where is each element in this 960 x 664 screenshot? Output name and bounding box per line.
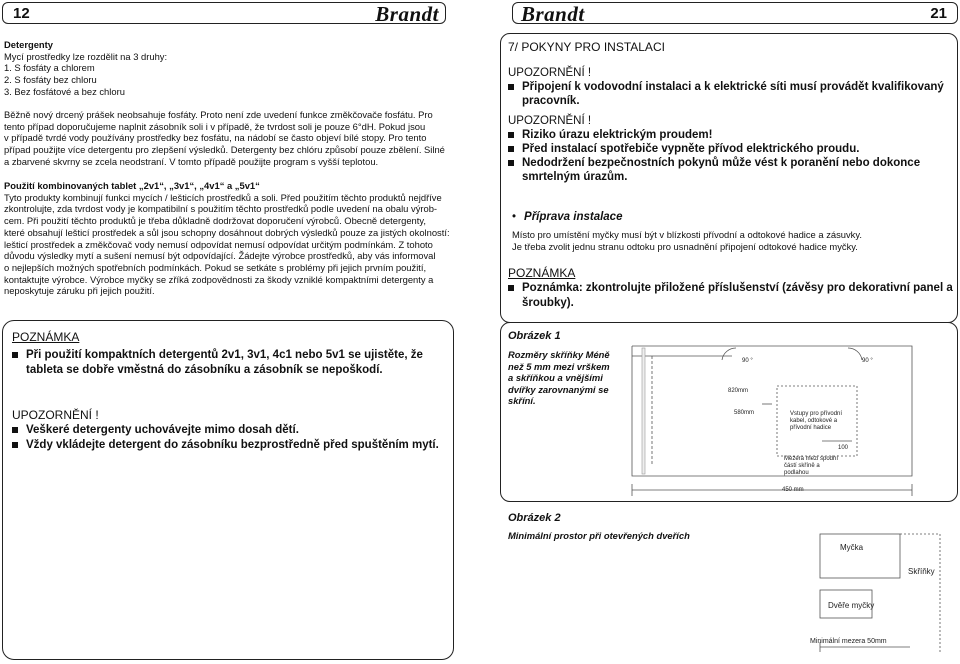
- type-item: 2. S fosfáty bez chloru: [4, 74, 97, 86]
- warning-title: UPOZORNĚNÍ !: [12, 408, 99, 422]
- angle-label: 90 °: [862, 358, 873, 364]
- warning-text: Připojení k vodovodní instalaci a k elektrické síti musí provádět kvalifikovaný pracovník.: [522, 81, 944, 107]
- text-line: v případě tvrdé vody používány prostředky bez fosfátu, na nádobí se často objeví bílé stopy. Pro tento: [4, 132, 427, 144]
- door-label: Dvěře myčky: [828, 601, 875, 610]
- warning-title: UPOZORNĚNÍ !: [508, 67, 592, 79]
- text-line: tento případ doporučujeme naplnit zásobník soli i v případě, že tvrdost soli je pouze 6°dH. Pokud jsou: [4, 120, 426, 132]
- text-line: a zbarvené skvrny se zcela neodstraní. V tomto případě použijte program s vyšší teplotou.: [4, 155, 379, 167]
- text-line: kontaktujte výrobce. Výrobce myčky se zříká zodpovědnosti za škody vzniklé kompaktními detergenty a: [4, 273, 434, 285]
- type-item: 1. S fosfáty a chlorem: [4, 62, 95, 74]
- width-dimension: 450 mm: [782, 487, 804, 493]
- note-item: [12, 348, 442, 378]
- warning-text: Riziko úrazu elektrickým proudem!: [522, 129, 713, 141]
- prep-title-row: [512, 210, 952, 225]
- square-bullet-icon: [508, 160, 514, 166]
- floor-gap-label: Mezera mezi spodní částí skříně a podlahou: [784, 456, 839, 476]
- combi-title: Použití kombinovaných tablet „2v1“, „3v1“, „4v1“ a „5v1“: [4, 180, 260, 191]
- paragraph-phosphates: [4, 109, 450, 168]
- left-page-header: [2, 2, 446, 24]
- inlet-label: Vstupy pro přívodní kabel, odtokové a přívodní hadice: [790, 411, 843, 431]
- warning-text: Veškeré detergenty uchovávejte mimo dosah dětí.: [26, 424, 299, 436]
- page-number: 21: [930, 5, 947, 22]
- square-bullet-icon: [12, 442, 18, 448]
- warning-item: [508, 142, 954, 156]
- height-dimension: 820mm: [728, 388, 749, 394]
- square-bullet-icon: [508, 146, 514, 152]
- note-box: [12, 330, 442, 378]
- square-bullet-icon: [508, 84, 514, 90]
- text-line: které obsahují lešticí prostředek a sůl jsou schopny dosáhnout dobrých výsledků pouze za jistých okolností:: [4, 226, 450, 238]
- bullet-dot-icon: •: [512, 211, 517, 223]
- note-item: [508, 281, 954, 311]
- angle-label: 90 °: [742, 358, 753, 364]
- depth-dimension: 580mm: [734, 410, 755, 416]
- figure2-label: Obrázek 2: [508, 512, 561, 524]
- brand-logo: Brandt: [375, 2, 439, 26]
- figure1-label: Obrázek 1: [508, 330, 561, 342]
- install-section: [508, 40, 954, 184]
- paragraph-combi: [4, 180, 450, 297]
- dishwasher-label: Myčka: [840, 543, 864, 552]
- warning-text: Před instalací spotřebiče vypněte přívod elektrického proudu.: [522, 143, 860, 155]
- prep-text-line: Je třeba zvolit jednu stranu odtoku pro usnadnění připojení odtokové hadice myčky.: [512, 240, 858, 252]
- text-line: Běžně nový drcený prášek neobsahuje fosfáty. Proto není zde uvedení funkce změkčovače fosfátu. Pro: [4, 109, 433, 120]
- note-title: POZNÁMKA: [12, 330, 80, 344]
- detergents-title: Detergenty: [4, 39, 53, 50]
- min-gap-label: Minimální mezera 50mm: [810, 638, 887, 645]
- note-text: Poznámka: zkontrolujte přiložené příslušenství (závěsy pro dekorativní panel a šroubky).: [522, 282, 953, 309]
- detergents-section: [4, 39, 444, 98]
- right-note: [508, 266, 954, 311]
- prep-text-line: Místo pro umístění myčky musí být v blízkosti přívodní a odtokové hadice a zásuvky.: [512, 229, 862, 240]
- text-line: případ použijte více detergentu pro zlepšení výsledků. Detergenty bez chlóru způsobí pouze zbělení. Silné: [4, 144, 445, 156]
- cabinet-label: Skříňky: [908, 567, 935, 576]
- warning-item: [12, 423, 442, 438]
- square-bullet-icon: [12, 427, 18, 433]
- text-line: důvodu výsledky mytí a sušení nemusí být odpovídající. Žádejte výrobce prostředků, aby vás informoval: [4, 250, 436, 262]
- page-number: 12: [13, 5, 30, 22]
- gap-dimension: 100: [838, 445, 849, 451]
- warning-item: [12, 438, 442, 453]
- warning-text: Vždy vkládejte detergent do zásobníku bezprostředně před spuštěním mytí.: [26, 439, 439, 451]
- text-line: Tyto produkty kombinují funkci mycích / lešticích prostředků a soli. Před použitím těchto produktů nejdříve: [4, 191, 442, 203]
- section-title: 7/ POKYNY PRO INSTALACI: [508, 40, 665, 54]
- text-line: lešticí prostředek a změkčovač vody nemusí odpovídat nemusí odpovídat určitým podmínkám. Z tohoto: [4, 238, 433, 250]
- square-bullet-icon: [12, 352, 18, 358]
- square-bullet-icon: [508, 285, 514, 291]
- warning-item: [508, 80, 954, 108]
- warning-item: [508, 128, 954, 142]
- preparation-section: [512, 210, 952, 252]
- warning-text: Nedodržení bezpečnostních pokynů může vést k poranění nebo dokonce smrtelným úrazům.: [522, 157, 921, 183]
- detergents-intro: Mycí prostředky lze rozdělit na 3 druhy:: [4, 50, 168, 62]
- note-text: Při použití kompaktních detergentů 2v1, 3v1, 4c1 nebo 5v1 se ujistěte, že tableta se dobře vměstná do zásobníku a zásobník se nepoškodí.: [26, 349, 423, 376]
- text-line: neposkytuje záruku při jejich použití.: [4, 285, 155, 297]
- type-item: 3. Bez fosfátové a bez chloru: [4, 85, 125, 97]
- warning-box: [12, 408, 442, 453]
- text-line: cem. Při použití těchto produktů je třeba důkladně dodržovat doporučení výrobců. Obecně detergenty,: [4, 215, 426, 227]
- text-line: o nejlepších možných spotřebních podmínkách. Pokud se setkáte s problémy při jejich prvním použití,: [4, 261, 427, 273]
- warning-title: UPOZORNĚNÍ !: [508, 115, 592, 127]
- note-title: POZNÁMKA: [508, 266, 576, 280]
- right-page-header: [512, 2, 958, 24]
- figure1-caption: Rozměry skříňky Méně než 5 mm mezi vrškem a skříňkou a vnějšími dvířky zarovnanými se skříní.: [508, 349, 610, 406]
- square-bullet-icon: [508, 132, 514, 138]
- figure2-caption: Minimální prostor při otevřených dveřích: [508, 530, 690, 541]
- warning-item: [508, 156, 954, 184]
- brand-logo: Brandt: [521, 2, 585, 26]
- text-line: zkontrolujte, zda tvrdost vody je kompatibilní s použitím těchto prostředků podle uvedení na obalu výrob-: [4, 203, 438, 215]
- prep-title: Příprava instalace: [524, 211, 623, 223]
